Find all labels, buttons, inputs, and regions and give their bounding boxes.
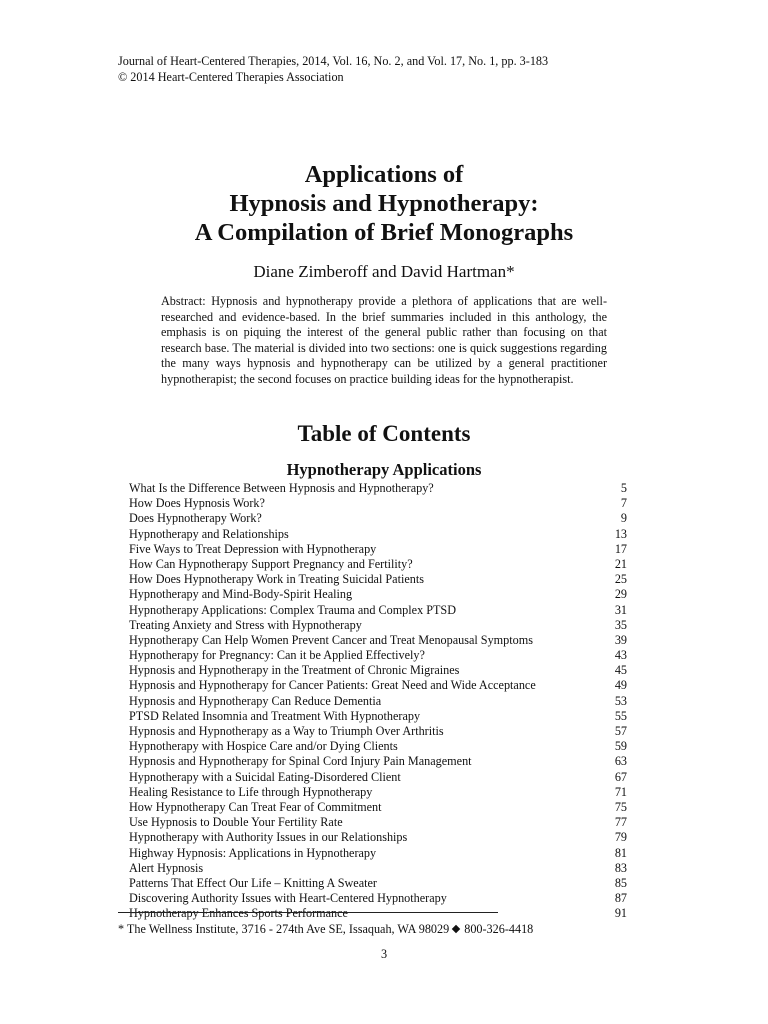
journal-citation: Journal of Heart-Centered Therapies, 2014, Vol. 16, No. 2, and Vol. 17, No. 1, pp. 3-183 bbox=[118, 54, 549, 68]
abstract: Abstract: Hypnosis and hypnotherapy provide a plethora of applications that are well-researched and evidence-based. In the brief summaries included in this anthology, the emphasis is on piquing the interest of the general public rather than focusing on that research base. The material is divided into two sections: one is quick suggestions regarding the many ways hypnosis and hypnotherapy can be utilized by a general practitioner hypnotherapist; the second focuses on practice building ideas for the hypnotherapist. bbox=[161, 294, 607, 386]
title-line-2: Hypnosis and Hypnotherapy: bbox=[229, 190, 539, 217]
toc-entry-title: Hypnosis and Hypnotherapy Can Reduce Dementia bbox=[129, 693, 382, 708]
toc-entry-title: Hypnosis and Hypnotherapy for Spinal Cord Injury Pain Management bbox=[129, 754, 472, 769]
toc-entry-page: 59 bbox=[614, 739, 627, 754]
toc-entry bbox=[129, 830, 627, 845]
toc-entry-title: Patterns That Effect Our Life – Knitting A Sweater bbox=[129, 875, 377, 890]
toc-entry-title: How Does Hypnosis Work? bbox=[129, 496, 265, 511]
toc-entry-page: 79 bbox=[614, 830, 627, 845]
toc-entry-title: Hypnosis and Hypnotherapy in the Treatment of Chronic Migraines bbox=[129, 663, 460, 678]
toc-entry bbox=[129, 754, 627, 769]
toc-entry bbox=[129, 496, 627, 511]
toc-entry-page: 35 bbox=[614, 617, 627, 632]
title-line-1: Applications of bbox=[304, 161, 464, 188]
footnote bbox=[118, 921, 533, 937]
toc-entry-page: 7 bbox=[620, 496, 627, 511]
toc-entry-title: Hypnosis and Hypnotherapy as a Way to Triumph Over Arthritis bbox=[129, 724, 444, 738]
toc-entry-page: 57 bbox=[614, 724, 627, 738]
toc-entry bbox=[129, 906, 627, 921]
toc-entry-title: Does Hypnotherapy Work? bbox=[129, 511, 262, 526]
toc-entry bbox=[129, 694, 627, 709]
toc-entry-title: Hypnotherapy with a Suicidal Eating-Disordered Client bbox=[129, 769, 401, 784]
toc-entry-page: 75 bbox=[614, 799, 627, 814]
toc-entry-title: Discovering Authority Issues with Heart-Centered Hypnotherapy bbox=[129, 891, 447, 906]
toc-entry-title: Hypnotherapy for Pregnancy: Can it be Applied Effectively? bbox=[129, 648, 425, 663]
toc-entry-title: Treating Anxiety and Stress with Hypnotherapy bbox=[129, 617, 362, 632]
toc-entry bbox=[129, 587, 627, 602]
toc-entry-page: 53 bbox=[614, 693, 627, 708]
toc-entry-title: Hypnotherapy Applications: Complex Trauma and Complex PTSD bbox=[129, 602, 457, 617]
toc-entry bbox=[129, 527, 627, 542]
toc-entry-page: 83 bbox=[614, 860, 627, 875]
toc-entry bbox=[129, 618, 627, 633]
toc-entry-title: Healing Resistance to Life through Hypnotherapy bbox=[129, 784, 373, 799]
toc-entry bbox=[129, 846, 627, 861]
toc-entry-title: Hypnotherapy and Mind-Body-Spirit Healing bbox=[129, 587, 353, 602]
toc-entry bbox=[129, 739, 627, 754]
diamond-icon bbox=[452, 925, 460, 933]
toc-entry bbox=[129, 861, 627, 876]
toc-entry bbox=[129, 481, 627, 496]
toc-entry bbox=[129, 542, 627, 557]
toc-entry-title: How Hypnotherapy Can Treat Fear of Commitment bbox=[129, 799, 382, 814]
toc-entry-title: Alert Hypnosis bbox=[129, 860, 204, 875]
toc-entry-page: 13 bbox=[614, 526, 627, 541]
toc-entry-page: 49 bbox=[614, 678, 627, 693]
toc-entry-title: Hypnotherapy with Authority Issues in our Relationships bbox=[129, 830, 408, 845]
toc-entry-title: What Is the Difference Between Hypnosis and Hypnotherapy? bbox=[129, 481, 434, 495]
toc-entry-title: How Can Hypnotherapy Support Pregnancy and Fertility? bbox=[129, 556, 413, 571]
toc-entry bbox=[129, 648, 627, 663]
toc-entry bbox=[129, 557, 627, 572]
toc-entry-page: 91 bbox=[614, 906, 627, 921]
footnote-divider bbox=[118, 912, 498, 913]
toc-entry bbox=[129, 603, 627, 618]
footnote-phone: 800-326-4418 bbox=[464, 922, 534, 936]
toc-entry-page: 29 bbox=[614, 587, 627, 602]
toc-entry-page: 5 bbox=[620, 481, 627, 495]
toc-entry-title: PTSD Related Insomnia and Treatment With Hypnotherapy bbox=[129, 708, 421, 723]
toc-entry-title: Hypnotherapy Can Help Women Prevent Cancer and Treat Menopausal Symptoms bbox=[129, 632, 533, 647]
toc-entry bbox=[129, 876, 627, 891]
toc-section-heading: Hypnotherapy Applications bbox=[286, 460, 482, 479]
toc-entry bbox=[129, 678, 627, 693]
toc-entry bbox=[129, 815, 627, 830]
toc-entry bbox=[129, 724, 627, 739]
toc-entry-page: 67 bbox=[614, 769, 627, 784]
toc-entry bbox=[129, 572, 627, 587]
toc-entry-title: Use Hypnosis to Double Your Fertility Rate bbox=[129, 815, 343, 830]
toc-entry-title: Hypnotherapy Enhances Sports Performance bbox=[129, 906, 348, 921]
toc-entry bbox=[129, 770, 627, 785]
toc-entry bbox=[129, 709, 627, 724]
toc-entry-page: 55 bbox=[614, 708, 627, 723]
toc-entry-page: 21 bbox=[614, 556, 627, 571]
toc-entry bbox=[129, 663, 627, 678]
toc-entry-page: 85 bbox=[614, 875, 627, 890]
toc-entry-page: 63 bbox=[614, 754, 627, 769]
toc-entry-page: 17 bbox=[614, 541, 627, 556]
toc-entry-page: 9 bbox=[620, 511, 627, 526]
toc-entry-page: 77 bbox=[614, 815, 627, 830]
toc-entry bbox=[129, 633, 627, 648]
toc-title: Table of Contents bbox=[297, 421, 471, 446]
journal-header bbox=[118, 53, 548, 85]
toc-entry-page: 25 bbox=[614, 572, 627, 587]
toc-entry-title: Highway Hypnosis: Applications in Hypnotherapy bbox=[129, 845, 377, 860]
toc-entry-page: 45 bbox=[614, 663, 627, 678]
toc-entry-page: 81 bbox=[614, 845, 627, 860]
toc-entry bbox=[129, 891, 627, 906]
page-number: 3 bbox=[380, 947, 388, 961]
article-title bbox=[0, 160, 768, 247]
title-line-3: A Compilation of Brief Monographs bbox=[194, 219, 574, 246]
toc-entry-title: Hypnotherapy and Relationships bbox=[129, 526, 289, 541]
toc-entry-title: How Does Hypnotherapy Work in Treating Suicidal Patients bbox=[129, 572, 424, 587]
toc-entry bbox=[129, 785, 627, 800]
toc-list bbox=[129, 481, 627, 921]
authors: Diane Zimberoff and David Hartman* bbox=[253, 262, 515, 281]
toc-entry-title: Hypnosis and Hypnotherapy for Cancer Patients: Great Need and Wide Acceptance bbox=[129, 678, 536, 693]
toc-entry-page: 71 bbox=[614, 784, 627, 799]
toc-entry bbox=[129, 800, 627, 815]
toc-entry-title: Five Ways to Treat Depression with Hypnotherapy bbox=[129, 541, 377, 556]
toc-entry-page: 87 bbox=[614, 891, 627, 906]
toc-entry bbox=[129, 511, 627, 526]
toc-entry-title: Hypnotherapy with Hospice Care and/or Dying Clients bbox=[129, 739, 398, 754]
toc-entry-page: 43 bbox=[614, 648, 627, 663]
footnote-address: * The Wellness Institute, 3716 - 274th Ave SE, Issaquah, WA 98029 bbox=[118, 922, 450, 936]
toc-entry-page: 31 bbox=[614, 602, 627, 617]
toc-entry-page: 39 bbox=[614, 632, 627, 647]
copyright-line: © 2014 Heart-Centered Therapies Association bbox=[118, 70, 344, 84]
